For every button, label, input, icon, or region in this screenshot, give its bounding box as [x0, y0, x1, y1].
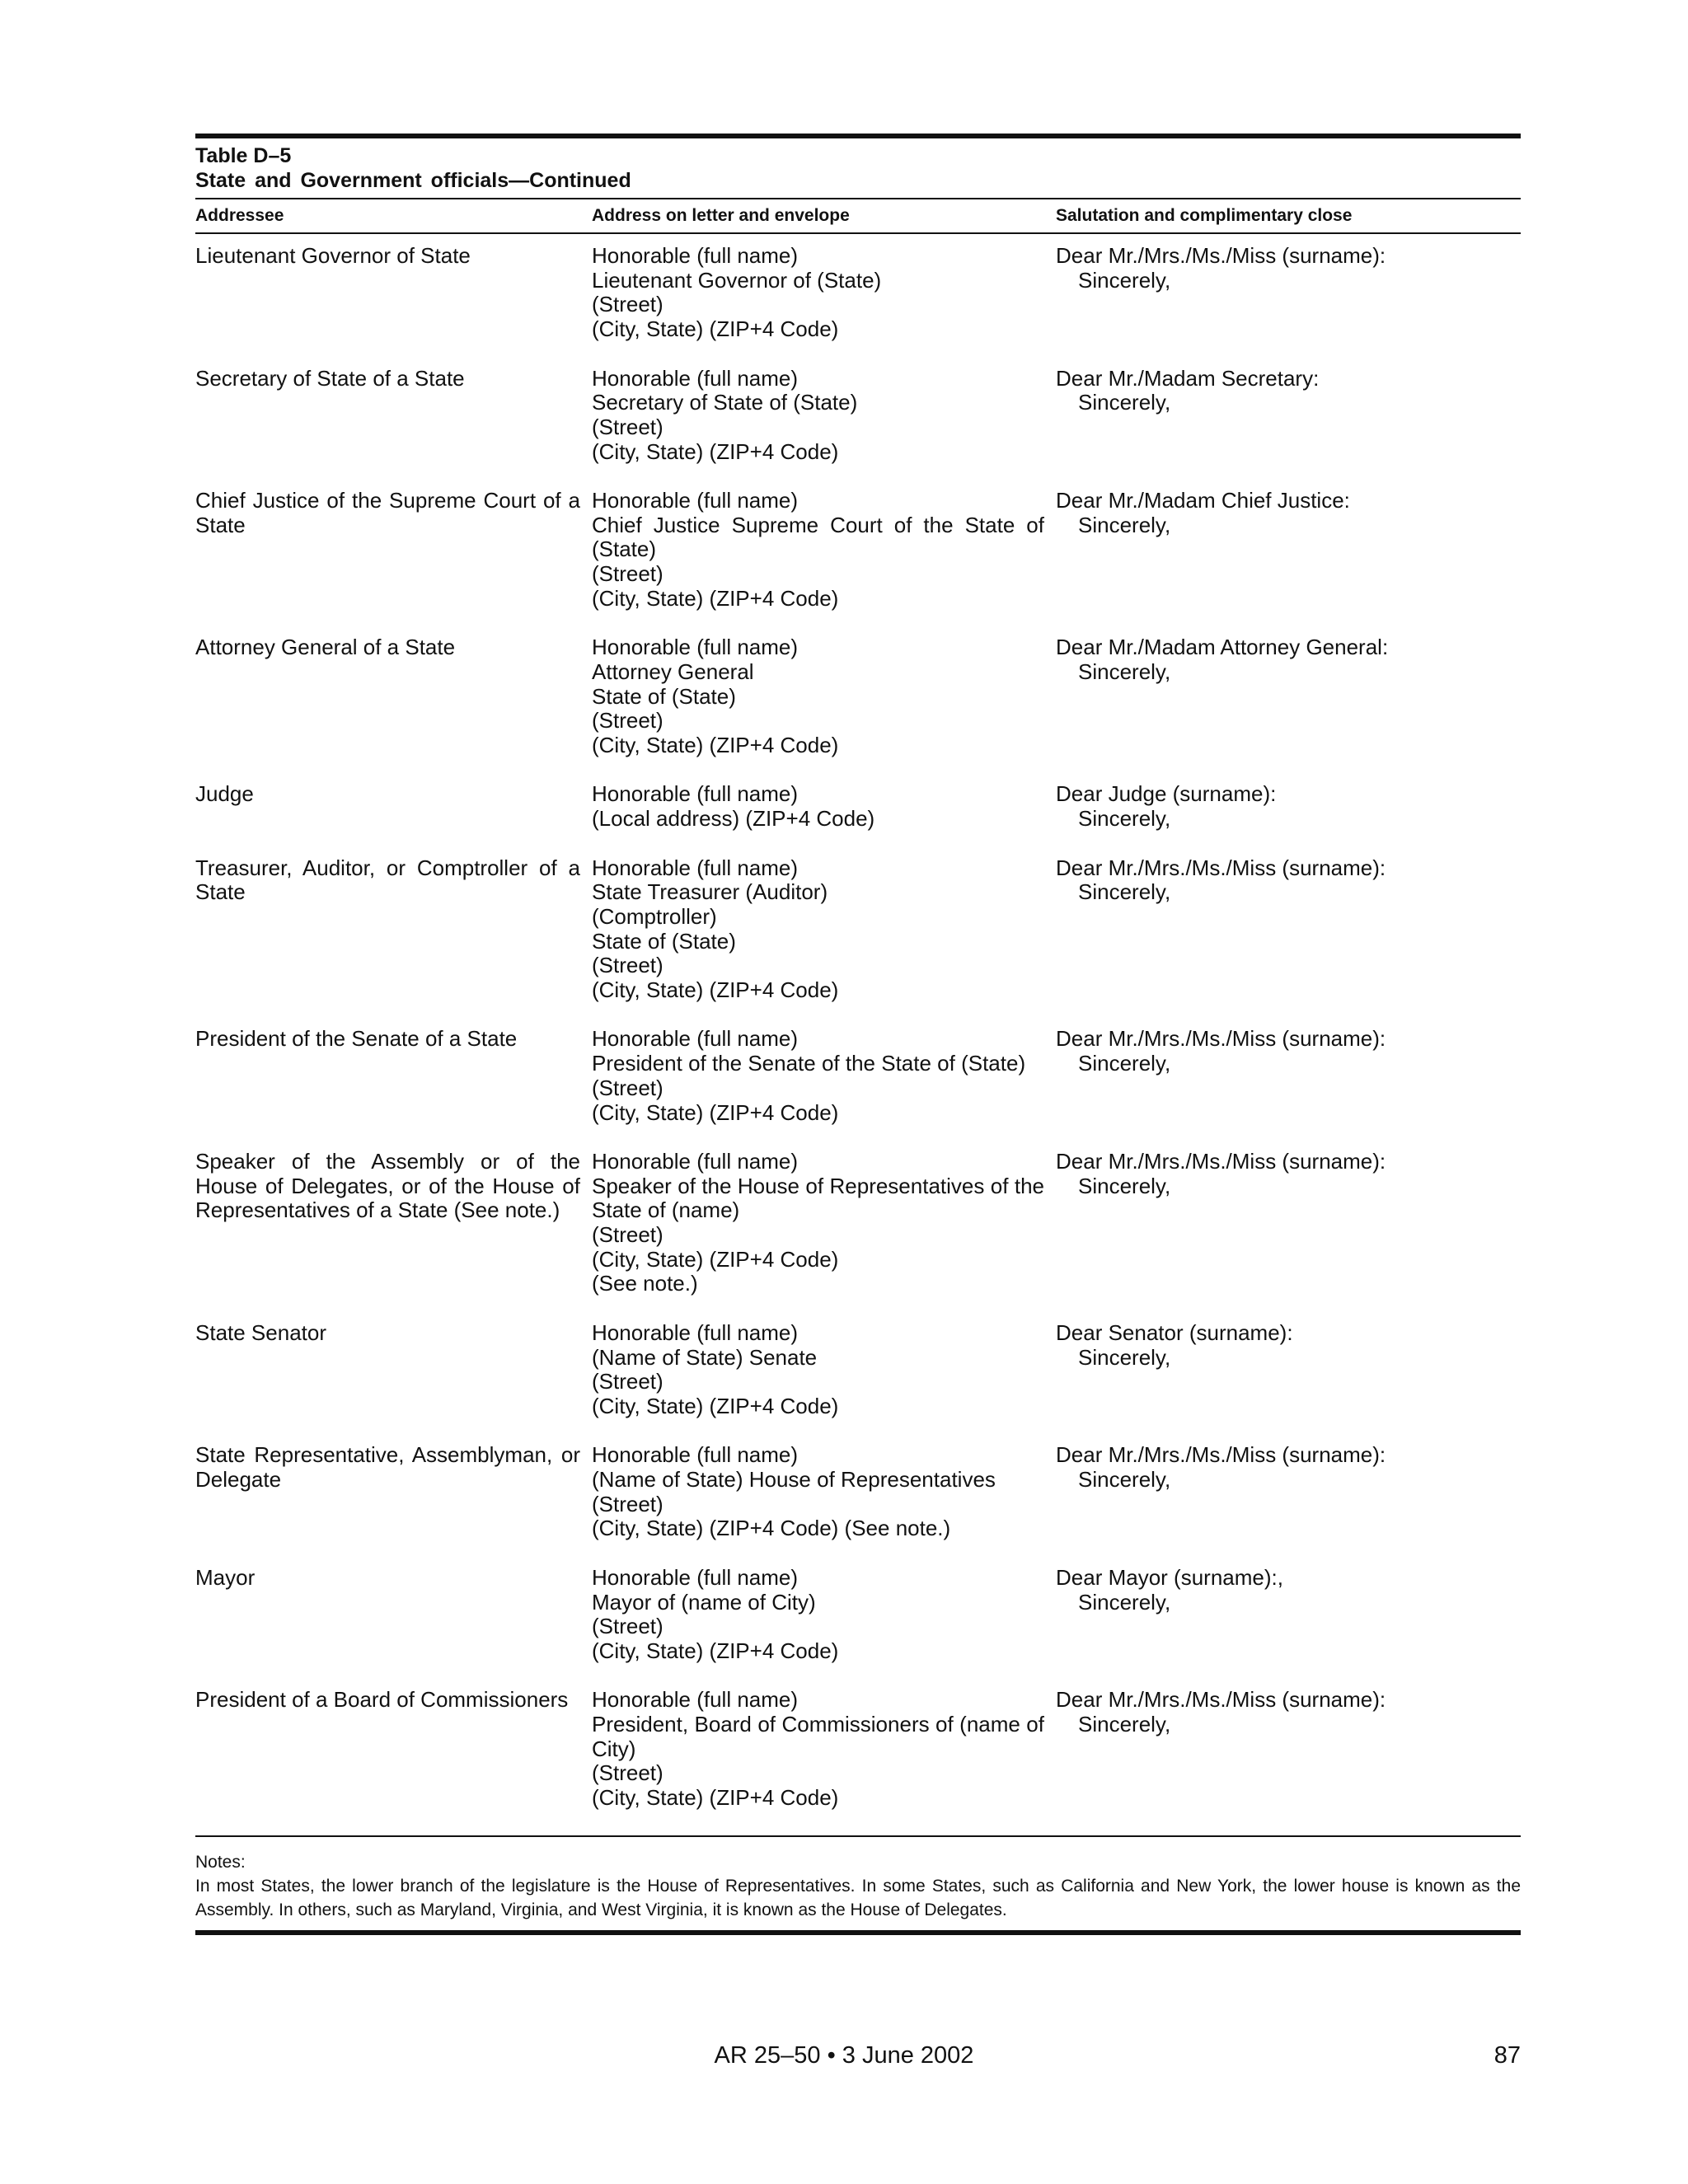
address-cell — [592, 367, 1056, 465]
table-row — [195, 244, 1521, 342]
address-cell — [592, 1566, 1056, 1664]
table-row — [195, 856, 1521, 1003]
complimentary-close: Sincerely, — [1078, 390, 1171, 415]
address-line: State of (State) — [592, 683, 736, 709]
addressee-cell: Speaker of the Assembly or of the House of Delegates, or of the House of Representatives of a State (See note.) — [195, 1148, 580, 1223]
salutation-cell — [1056, 856, 1521, 1003]
table-row — [195, 635, 1521, 758]
salutation-text: Dear Mayor (surname):, — [1056, 1564, 1283, 1590]
table-header — [195, 198, 1521, 234]
addressee-cell: President of the Senate of a State — [195, 1026, 518, 1052]
addressee-cell: Lieutenant Governor of State — [195, 243, 471, 268]
address-line: (City, State) (ZIP+4 Code) — [592, 316, 839, 342]
addressee-cell: State Senator — [195, 1319, 326, 1345]
address-line: Mayor of (name of City) — [592, 1589, 816, 1615]
addressee-cell: Treasurer, Auditor, or Comptroller of a State — [195, 855, 580, 905]
address-line: Speaker of the House of Representatives of the State of (name) — [592, 1173, 1044, 1223]
address-line: (Street) — [592, 953, 663, 978]
address-cell — [592, 782, 1056, 831]
salutation-text: Dear Mr./Mrs./Ms./Miss (surname): — [1056, 1026, 1386, 1052]
address-line: (Name of State) Senate — [592, 1344, 818, 1370]
address-line: Honorable (full name) — [592, 781, 799, 807]
address-line: (Street) — [592, 1075, 663, 1100]
address-line: State Treasurer (Auditor) — [592, 879, 828, 905]
address-line: (City, State) (ZIP+4 Code) — [592, 1393, 839, 1418]
table-row — [195, 1566, 1521, 1664]
complimentary-close: Sincerely, — [1078, 806, 1171, 832]
address-cell — [592, 1443, 1056, 1541]
addressee-cell: Mayor — [195, 1564, 256, 1590]
table-row — [195, 782, 1521, 831]
addressee-cell: President of a Board of Commissioners — [195, 1687, 569, 1713]
address-line: (City, State) (ZIP+4 Code) — [592, 438, 839, 464]
address-line: Honorable (full name) — [592, 1148, 799, 1174]
table-body — [195, 234, 1521, 1811]
complimentary-close: Sincerely, — [1078, 1712, 1171, 1737]
salutation-text: Dear Mr./Mrs./Ms./Miss (surname): — [1056, 243, 1386, 268]
salutation-cell — [1056, 1688, 1521, 1811]
footer-page-number: 87 — [1493, 2042, 1521, 2069]
salutation-text: Dear Mr./Mrs./Ms./Miss (surname): — [1056, 855, 1386, 880]
table-row — [195, 1443, 1521, 1541]
salutation-text: Dear Mr./Mrs./Ms./Miss (surname): — [1056, 1148, 1386, 1174]
address-line: Honorable (full name) — [592, 855, 799, 880]
salutation-cell — [1056, 1321, 1521, 1419]
address-line: (Street) — [592, 414, 663, 439]
complimentary-close: Sincerely, — [1078, 1589, 1171, 1615]
table-row — [195, 1321, 1521, 1419]
address-line: Honorable (full name) — [592, 1564, 799, 1590]
address-line: Honorable (full name) — [592, 1026, 799, 1052]
salutation-cell — [1056, 1150, 1521, 1296]
address-cell — [592, 1150, 1056, 1296]
salutation-cell — [1056, 367, 1521, 465]
table-notes — [195, 1835, 1521, 1935]
salutation-cell — [1056, 244, 1521, 342]
address-line: (Local address) (ZIP+4 Code) — [592, 806, 875, 832]
notes-text: In most States, the lower branch of the legislature is the House of Representatives. In some States, such as California and New York, the lower house is known as the Assembly. In others, such as Maryland, Virginia, and West Virginia, it is known as the House of Delegates. — [195, 1876, 1521, 1919]
complimentary-close: Sincerely, — [1078, 512, 1171, 537]
address-cell — [592, 1027, 1056, 1125]
complimentary-close: Sincerely, — [1078, 1344, 1171, 1370]
complimentary-close: Sincerely, — [1078, 658, 1171, 684]
address-line: (City, State) (ZIP+4 Code) — [592, 733, 839, 758]
address-line: Attorney General — [592, 658, 754, 684]
address-line: Honorable (full name) — [592, 365, 799, 391]
table-row — [195, 489, 1521, 612]
salutation-text: Dear Mr./Mrs./Ms./Miss (surname): — [1056, 1442, 1386, 1468]
address-line: (City, State) (ZIP+4 Code) — [592, 585, 839, 611]
addressee-cell: Judge — [195, 781, 254, 807]
address-cell — [592, 856, 1056, 1003]
address-line: (Street) — [592, 561, 663, 587]
address-line: Honorable (full name) — [592, 488, 799, 513]
column-header-addressee: Addressee — [195, 206, 284, 225]
address-line: (Street) — [592, 1369, 663, 1394]
salutation-text: Dear Mr./Madam Chief Justice: — [1056, 488, 1350, 513]
salutation-text: Dear Mr./Madam Secretary: — [1056, 365, 1320, 391]
complimentary-close: Sincerely, — [1078, 267, 1171, 293]
address-line: President of the Senate of the State of (State) — [592, 1051, 1026, 1076]
salutation-cell — [1056, 1566, 1521, 1664]
address-line: State of (State) — [592, 928, 736, 954]
address-line: (Street) — [592, 292, 663, 317]
addressee-cell: Secretary of State of a State — [195, 365, 465, 391]
table-d5 — [195, 134, 1521, 1935]
salutation-text: Dear Senator (surname): — [1056, 1319, 1293, 1345]
address-line: (Street) — [592, 708, 663, 733]
address-line: (Street) — [592, 1491, 663, 1516]
address-cell — [592, 1321, 1056, 1419]
table-row — [195, 367, 1521, 465]
table-row — [195, 1688, 1521, 1811]
complimentary-close: Sincerely, — [1078, 1173, 1171, 1198]
salutation-cell — [1056, 1027, 1521, 1125]
address-line: (Street) — [592, 1760, 663, 1786]
salutation-cell — [1056, 1443, 1521, 1541]
table-number: Table D–5 — [195, 144, 292, 167]
addressee-cell: Chief Justice of the Supreme Court of a State — [195, 488, 580, 537]
address-line: (See note.) — [592, 1271, 698, 1296]
salutation-text: Dear Judge (surname): — [1056, 781, 1277, 807]
address-line: President, Board of Commissioners of (name of City) — [592, 1712, 1044, 1761]
address-line: Honorable (full name) — [592, 1319, 799, 1345]
address-line: Secretary of State of (State) — [592, 390, 858, 415]
address-line: (Street) — [592, 1614, 663, 1639]
address-line: (Comptroller) — [592, 903, 717, 929]
salutation-cell — [1056, 782, 1521, 831]
table-top-rule — [195, 134, 1521, 138]
address-line: (Street) — [592, 1222, 663, 1248]
salutation-text: Dear Mr./Mrs./Ms./Miss (surname): — [1056, 1687, 1386, 1713]
address-line: (City, State) (ZIP+4 Code) — [592, 1246, 839, 1272]
address-line: (City, State) (ZIP+4 Code) (See note.) — [592, 1516, 951, 1541]
salutation-text: Dear Mr./Madam Attorney General: — [1056, 635, 1389, 660]
addressee-cell: State Representative, Assemblyman, or Delegate — [195, 1442, 580, 1493]
address-line: (City, State) (ZIP+4 Code) — [592, 1099, 839, 1125]
table-title: State and Government officials—Continued — [195, 169, 631, 192]
address-line: Chief Justice Supreme Court of the State of (State) — [592, 512, 1044, 562]
address-cell — [592, 635, 1056, 758]
column-header-address: Address on letter and envelope — [592, 206, 850, 225]
address-line: (City, State) (ZIP+4 Code) — [592, 1785, 839, 1811]
complimentary-close: Sincerely, — [1078, 879, 1171, 905]
table-row — [195, 1150, 1521, 1296]
address-line: Honorable (full name) — [592, 1442, 799, 1468]
complimentary-close: Sincerely, — [1078, 1051, 1171, 1076]
address-line: (Name of State) House of Representatives — [592, 1467, 996, 1493]
address-line: Honorable (full name) — [592, 635, 799, 660]
salutation-cell — [1056, 489, 1521, 612]
footer-document-id: AR 25–50 • 3 June 2002 — [714, 2042, 974, 2069]
address-cell — [592, 244, 1056, 342]
notes-heading: Notes: — [195, 1852, 246, 1872]
address-cell — [592, 1688, 1056, 1811]
addressee-cell: Attorney General of a State — [195, 635, 456, 660]
table-row — [195, 1027, 1521, 1125]
address-line: Lieutenant Governor of (State) — [592, 267, 882, 293]
salutation-cell — [1056, 635, 1521, 758]
complimentary-close: Sincerely, — [1078, 1467, 1171, 1493]
address-line: Honorable (full name) — [592, 1687, 799, 1713]
address-line: (City, State) (ZIP+4 Code) — [592, 977, 839, 1003]
address-line: Honorable (full name) — [592, 243, 799, 268]
column-header-salutation: Salutation and complimentary close — [1056, 206, 1353, 225]
address-cell — [592, 489, 1056, 612]
address-line: (City, State) (ZIP+4 Code) — [592, 1638, 839, 1663]
